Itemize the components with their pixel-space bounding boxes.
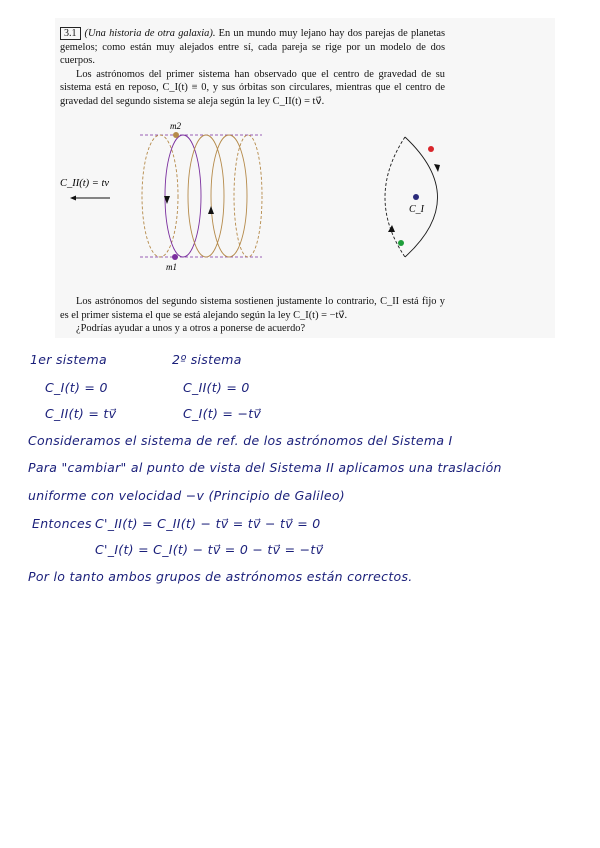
orbit-arc-left	[385, 137, 405, 257]
red-planet	[428, 146, 434, 152]
right-center-label: C_I	[409, 204, 424, 215]
problem-para3: Los astrónomos del segundo sistema sostienen justamente lo contrario, C_II está fijo y es el primer sistema el que se está alejando según la ley C_I(t) = −tv⃗.	[60, 296, 445, 321]
orbit-arc-right	[405, 137, 438, 257]
problem-number: 3.1	[60, 27, 81, 40]
sys2-line2: C_I(t) = −tv⃗	[183, 406, 262, 421]
notes-line6: Por lo tanto ambos grupos de astrónomos están correctos.	[28, 569, 413, 584]
notes-line5: C'_I(t) = C_I(t) − tv⃗ = 0 − tv⃗ = −tv⃗	[95, 542, 324, 557]
right-orbit-arrow	[434, 164, 440, 172]
problem-statement-2	[60, 295, 445, 336]
sys2-title: 2º sistema	[172, 352, 242, 367]
problem-title: (Una historia de otra galaxia).	[84, 28, 216, 39]
helix-loop-3	[188, 135, 224, 257]
m1-dot	[172, 254, 178, 260]
notes-line3: uniforme con velocidad −v (Principio de Galileo)	[28, 488, 345, 503]
notes-line1: Consideramos el sistema de ref. de los astrónomos del Sistema I	[28, 433, 453, 448]
helix-loop-1	[142, 135, 178, 257]
helix-arrow-up	[208, 206, 214, 214]
helix-loop-4	[211, 135, 247, 257]
helix-loop-5	[234, 135, 262, 257]
problem-para2: Los astrónomos del primer sistema han observado que el centro de gravedad de su sistema está en reposo, C_I(t) ≡ 0, y sus órbitas son circulares, mientras que el centro de gravedad del segundo sistema se aleja según la ley C_II(t) = tv⃗.	[60, 68, 445, 107]
m1-label: m1	[166, 262, 177, 272]
notes-line2: Para "cambiar" al punto de vista del Sistema II aplicamos una traslación	[28, 460, 502, 475]
m2-dot	[173, 132, 179, 138]
m2-label: m2	[170, 121, 181, 131]
problem-statement	[60, 27, 445, 109]
sys1-line2: C_II(t) = tv⃗	[45, 406, 117, 421]
helix-loop-2	[165, 135, 201, 257]
notes-line4-label: Entonces	[32, 516, 92, 531]
velocity-arrow-head	[70, 196, 76, 201]
notes-line4: C'_II(t) = C_II(t) − tv⃗ = tv⃗ − tv⃗ = 0	[95, 516, 321, 531]
orbit-figure	[0, 120, 600, 290]
green-planet	[398, 240, 404, 246]
sys1-line1: C_I(t) = 0	[45, 380, 108, 395]
figure-left-label: C_II(t) = tv⃗	[60, 178, 118, 189]
center-of-mass-dot	[413, 194, 419, 200]
left-orbit-arrow	[388, 225, 395, 232]
problem-para1: En un mundo muy lejano hay dos parejas de planetas gemelos; como están muy alejados entre sí, cada pareja se rige por un modelo de dos cuerpos.	[60, 28, 445, 67]
problem-para4: ¿Podrías ayudar a unos y a otros a ponerse de acuerdo?	[76, 323, 306, 335]
sys2-line1: C_II(t) = 0	[183, 380, 250, 395]
sys1-title: 1er sistema	[30, 352, 107, 367]
